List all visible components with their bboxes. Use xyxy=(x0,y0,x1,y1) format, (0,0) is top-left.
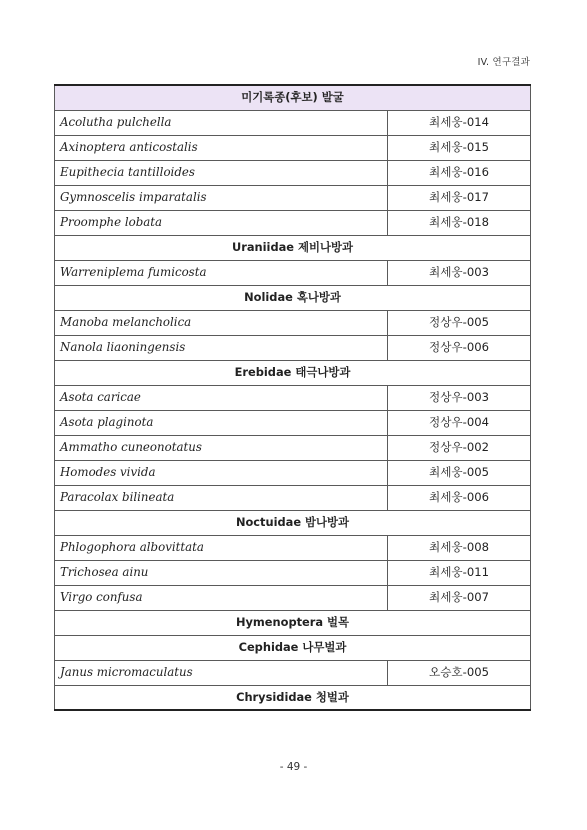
group-header-row xyxy=(55,285,531,310)
group-header-label: 미기록종(후보) 발굴 xyxy=(55,85,531,110)
species-row xyxy=(55,210,531,235)
specimen-code: 최세웅-018 xyxy=(388,210,531,235)
species-name: Paracolax bilineata xyxy=(55,485,388,510)
specimen-code: 최세웅-014 xyxy=(388,110,531,135)
group-header-row xyxy=(55,510,531,535)
species-row xyxy=(55,135,531,160)
species-row xyxy=(55,585,531,610)
species-name: Ammatho cuneonotatus xyxy=(55,435,388,460)
specimen-code: 오승호-005 xyxy=(388,660,531,685)
specimen-code: 최세웅-017 xyxy=(388,185,531,210)
running-header: IV. 연구결과 xyxy=(477,57,530,68)
specimen-code: 정상우-004 xyxy=(388,410,531,435)
species-row xyxy=(55,110,531,135)
species-row xyxy=(55,410,531,435)
species-name: Janus micromaculatus xyxy=(55,660,388,685)
group-header-label: Uraniidae 제비나방과 xyxy=(55,235,531,260)
species-row xyxy=(55,335,531,360)
species-name: Eupithecia tantilloides xyxy=(55,160,388,185)
species-row xyxy=(55,535,531,560)
specimen-code: 정상우-002 xyxy=(388,435,531,460)
species-row xyxy=(55,460,531,485)
species-row xyxy=(55,385,531,410)
specimen-code: 최세웅-005 xyxy=(388,460,531,485)
species-name: Virgo confusa xyxy=(55,585,388,610)
specimen-code: 최세웅-003 xyxy=(388,260,531,285)
group-header-row xyxy=(55,85,531,110)
group-header-row xyxy=(55,235,531,260)
species-name: Nanola liaoningensis xyxy=(55,335,388,360)
species-name: Phlogophora albovittata xyxy=(55,535,388,560)
group-header-row xyxy=(55,610,531,635)
species-row xyxy=(55,160,531,185)
group-header-label: Nolidae 혹나방과 xyxy=(55,285,531,310)
group-header-row xyxy=(55,635,531,660)
group-header-row xyxy=(55,360,531,385)
species-row xyxy=(55,260,531,285)
group-header-label: Erebidae 태극나방과 xyxy=(55,360,531,385)
specimen-code: 최세웅-008 xyxy=(388,535,531,560)
species-table xyxy=(54,84,531,711)
species-name: Homodes vivida xyxy=(55,460,388,485)
specimen-code: 정상우-003 xyxy=(388,385,531,410)
group-header-label: Hymenoptera 벌목 xyxy=(55,610,531,635)
species-name: Proomphe lobata xyxy=(55,210,388,235)
species-name: Asota plaginota xyxy=(55,410,388,435)
specimen-code: 최세웅-015 xyxy=(388,135,531,160)
specimen-code: 최세웅-011 xyxy=(388,560,531,585)
species-name: Acolutha pulchella xyxy=(55,110,388,135)
species-name: Manoba melancholica xyxy=(55,310,388,335)
group-header-label: Chrysididae 청벌과 xyxy=(55,685,531,710)
species-name: Trichosea ainu xyxy=(55,560,388,585)
specimen-code: 최세웅-016 xyxy=(388,160,531,185)
species-name: Axinoptera anticostalis xyxy=(55,135,388,160)
specimen-code: 최세웅-007 xyxy=(388,585,531,610)
group-header-row xyxy=(55,685,531,710)
group-header-label: Noctuidae 밤나방과 xyxy=(55,510,531,535)
specimen-code: 정상우-005 xyxy=(388,310,531,335)
species-name: Gymnoscelis imparatalis xyxy=(55,185,388,210)
specimen-code: 정상우-006 xyxy=(388,335,531,360)
species-row xyxy=(55,560,531,585)
species-name: Asota caricae xyxy=(55,385,388,410)
specimen-code: 최세웅-006 xyxy=(388,485,531,510)
species-table-body xyxy=(55,85,531,710)
species-row xyxy=(55,485,531,510)
group-header-label: Cephidae 나무벌과 xyxy=(55,635,531,660)
species-row xyxy=(55,310,531,335)
species-row xyxy=(55,185,531,210)
species-row xyxy=(55,660,531,685)
species-name: Warreniplema fumicosta xyxy=(55,260,388,285)
species-row xyxy=(55,435,531,460)
page-number: - 49 - xyxy=(279,761,308,773)
